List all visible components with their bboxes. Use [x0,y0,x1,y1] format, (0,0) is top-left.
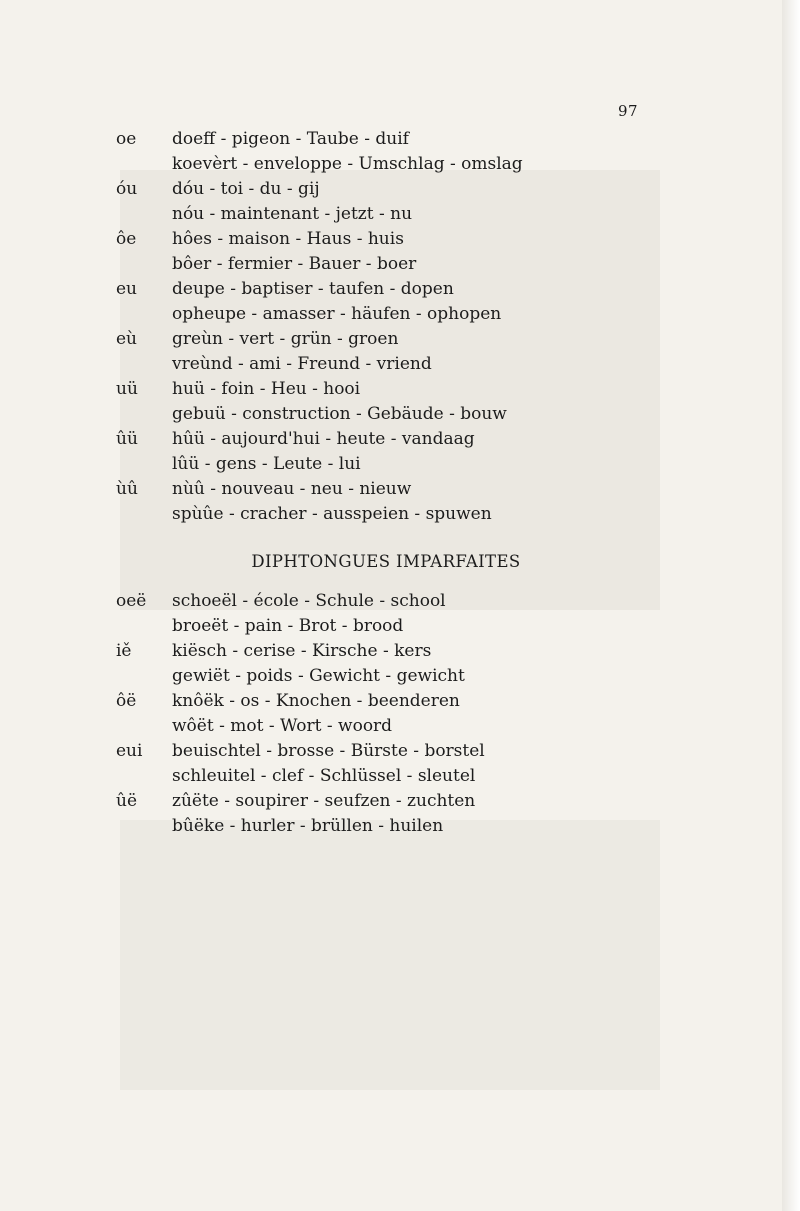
pure-diphthongs-list [116,127,676,527]
diphthong-symbol: iě [116,641,132,661]
list-item [116,427,676,452]
list-item [116,714,676,739]
list-item [116,127,676,152]
list-item [116,452,676,477]
list-item [116,639,676,664]
word-translations: gebuü - construction - Gebäude - bouw [172,404,507,424]
diphthong-symbol: ûü [116,429,138,449]
word-translations: huü - foin - Heu - hooi [172,379,361,399]
list-item [116,252,676,277]
word-translations: bôer - fermier - Bauer - boer [172,254,417,274]
word-translations: nùû - nouveau - neu - nieuw [172,479,412,499]
diphthong-symbol: oeë [116,591,147,611]
word-translations: hûü - aujourd'hui - heute - vandaag [172,429,475,449]
word-translations: gewiët - poids - Gewicht - gewicht [172,666,465,686]
list-item [116,689,676,714]
imperfect-diphthongs-list [116,589,676,839]
list-item [116,764,676,789]
word-translations: dóu - toi - du - gij [172,179,320,199]
word-translations: schoeël - école - Schule - school [172,591,446,611]
word-translations: broeët - pain - Brot - brood [172,616,404,636]
diphthong-symbol: ôe [116,229,137,249]
word-translations: lûü - gens - Leute - lui [172,454,361,474]
list-item [116,814,676,839]
word-translations: opheupe - amasser - häufen - ophopen [172,304,502,324]
bleed-through-area [120,820,660,1090]
page-number: 97 [618,102,639,120]
list-item [116,202,676,227]
list-item [116,227,676,252]
section-heading: DIPHTONGUES IMPARFAITES [251,552,521,571]
list-item [116,589,676,614]
diphthong-symbol: oe [116,129,137,149]
diphthong-symbol: eui [116,741,143,761]
diphthong-symbol: óu [116,179,138,199]
list-item [116,327,676,352]
list-item [116,152,676,177]
list-item [116,402,676,427]
word-translations: deupe - baptiser - taufen - dopen [172,279,454,299]
diphthong-symbol: eù [116,329,138,349]
word-translations: kiësch - cerise - Kirsche - kers [172,641,432,661]
word-translations: koevèrt - enveloppe - Umschlag - omslag [172,154,523,174]
page-edge [782,0,800,1211]
word-translations: spùûe - cracher - ausspeien - spuwen [172,504,492,524]
list-item [116,664,676,689]
list-item [116,377,676,402]
list-item [116,739,676,764]
word-translations: knôëk - os - Knochen - beenderen [172,691,460,711]
diphthong-symbol: ûë [116,791,138,811]
word-translations: wôët - mot - Wort - woord [172,716,393,736]
list-item [116,614,676,639]
word-translations: zûëte - soupirer - seufzen - zuchten [172,791,476,811]
list-item [116,277,676,302]
word-translations: bûëke - hurler - brüllen - huilen [172,816,444,836]
word-translations: beuischtel - brosse - Bürste - borstel [172,741,485,761]
list-item [116,789,676,814]
list-item [116,352,676,377]
word-translations: vreùnd - ami - Freund - vriend [172,354,432,374]
word-translations: schleuitel - clef - Schlüssel - sleutel [172,766,476,786]
diphthong-symbol: ùû [116,479,138,499]
diphthong-symbol: uü [116,379,138,399]
list-item [116,177,676,202]
word-translations: greùn - vert - grün - groen [172,329,399,349]
word-translations: doeff - pigeon - Taube - duif [172,129,409,149]
list-item [116,477,676,502]
list-item [116,502,676,527]
diphthong-symbol: ôë [116,691,137,711]
word-translations: hôes - maison - Haus - huis [172,229,404,249]
word-translations: nóu - maintenant - jetzt - nu [172,204,413,224]
list-item [116,302,676,327]
diphthong-symbol: eu [116,279,138,299]
